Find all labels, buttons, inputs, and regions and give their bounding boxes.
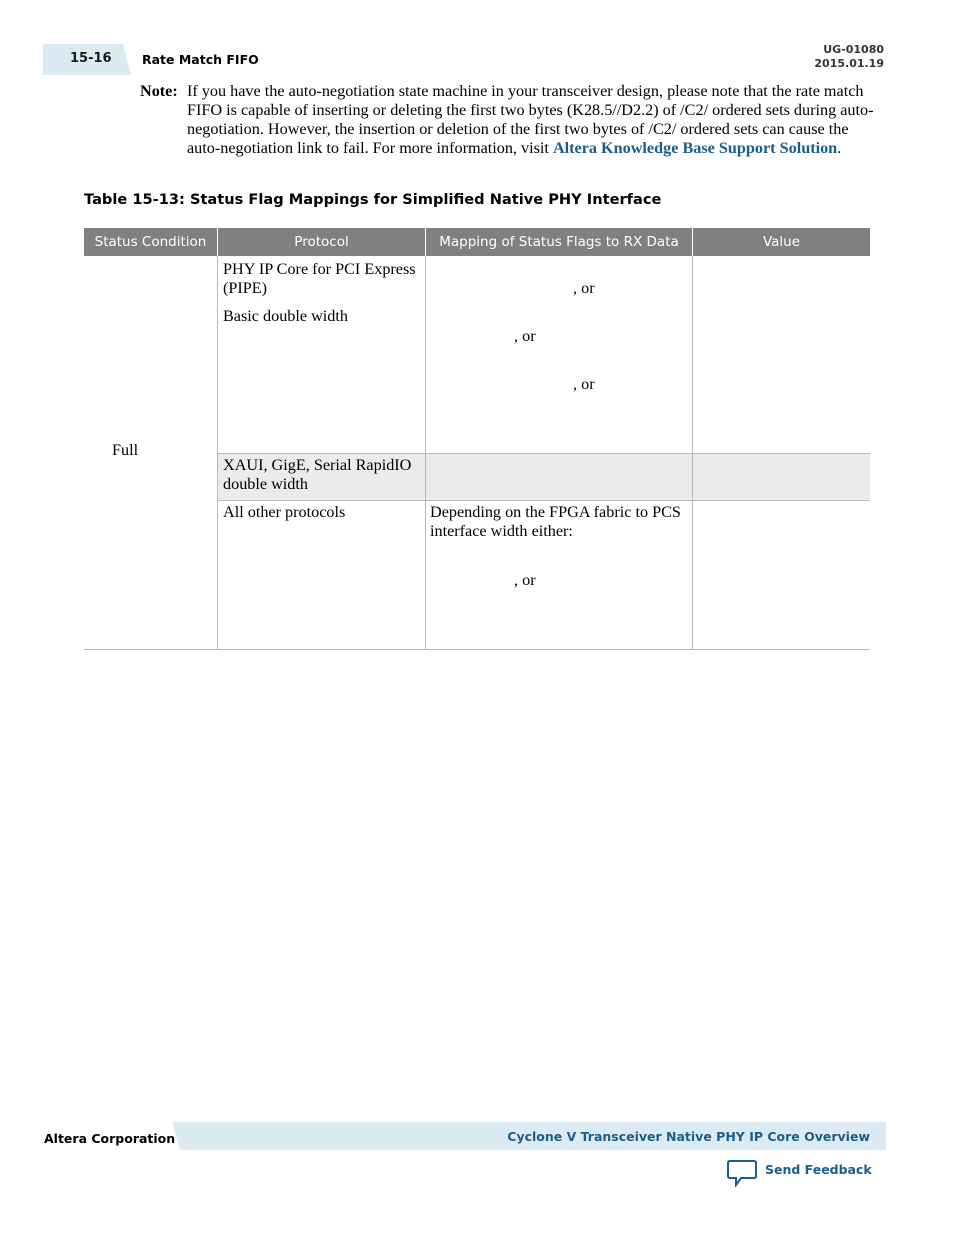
mapping-fabric-text: Depending on the FPGA fabric to PCS interface width either: <box>430 503 681 540</box>
section-title: Rate Match FIFO <box>142 52 259 67</box>
table-caption: Table 15-13: Status Flag Mappings for Simplified Native PHY Interface <box>84 191 662 208</box>
feedback-icon[interactable] <box>727 1160 757 1192</box>
protocol-basic-double: Basic double width <box>223 307 348 325</box>
status-flag-table <box>84 228 870 650</box>
mapping-or: , or <box>514 327 536 345</box>
note-label: Note: <box>140 82 178 100</box>
note-text: If you have the auto-negotiation state machine in your transceiver design, please note that the rate match FIFO is capable of inserting or deleting the first two bytes (K28.5//D2.2) of /C2/ ordered sets during auto-negotiation. However, the insertion or deletion of the first two bytes of /C2/ ordered sets can cause the auto-negotiation link to fail. For more information, visit <box>187 82 874 157</box>
protocol-xaui: XAUI, GigE, Serial RapidIO double width <box>223 456 412 493</box>
footer-company: Altera Corporation <box>44 1131 176 1146</box>
protocol-pipe: PHY IP Core for PCI Express (PIPE) <box>223 260 416 297</box>
mapping-or: , or <box>573 375 595 393</box>
row-divider <box>218 500 870 501</box>
page-number: 15-16 <box>70 51 112 66</box>
header-value: Value <box>693 228 870 256</box>
note-body <box>187 82 877 158</box>
status-condition-cell: Full <box>112 441 139 459</box>
row-divider <box>218 453 870 454</box>
doc-id-number: UG-01080 <box>823 43 884 56</box>
protocol-other: All other protocols <box>223 503 346 521</box>
mapping-or: , or <box>514 571 536 589</box>
note-end: . <box>837 139 842 157</box>
header-mapping: Mapping of Status Flags to RX Data <box>426 228 692 256</box>
header-status-condition: Status Condition <box>84 228 217 256</box>
footer-doc-title[interactable]: Cyclone V Transceiver Native PHY IP Core Overview <box>507 1129 870 1144</box>
header-protocol: Protocol <box>218 228 425 256</box>
mapping-or: , or <box>573 279 595 297</box>
knowledge-base-link[interactable]: Altera Knowledge Base Support Solution <box>552 139 838 157</box>
table-bottom-rule <box>84 649 870 650</box>
doc-date: 2015.01.19 <box>814 57 884 70</box>
send-feedback-link[interactable]: Send Feedback <box>765 1162 872 1177</box>
document-id <box>814 43 884 71</box>
